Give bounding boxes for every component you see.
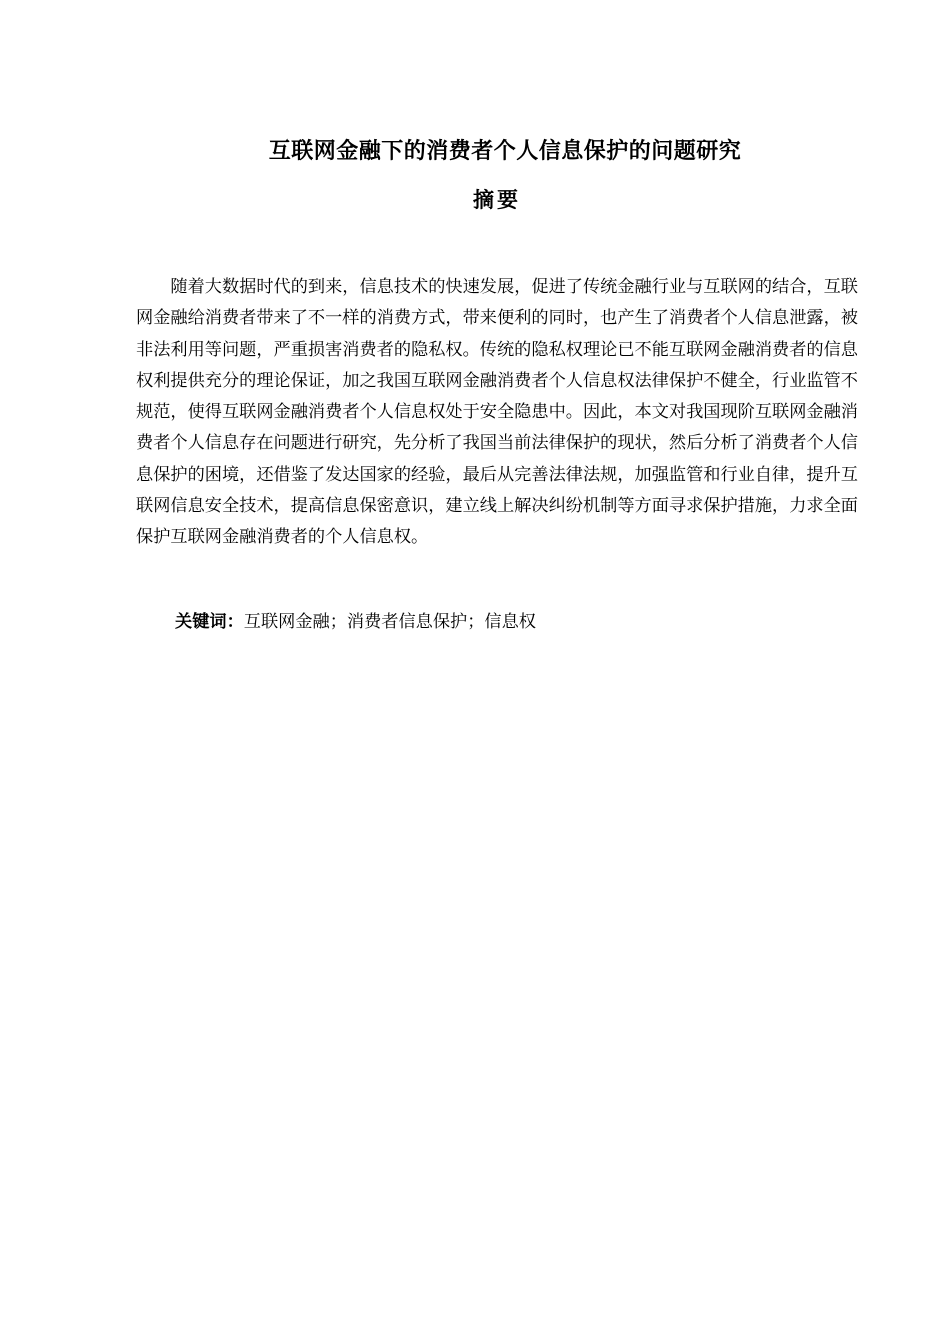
- keywords-line: [175, 607, 855, 637]
- abstract-heading: 摘要: [473, 188, 521, 212]
- keywords-label: 关键词：: [175, 612, 244, 632]
- keywords-value: 互联网金融；消费者信息保护；信息权: [243, 612, 536, 632]
- abstract-paragraph: 随着大数据时代的到来，信息技术的快速发展，促进了传统金融行业与互联网的结合，互联网金融给消费者带来了不一样的消费方式，带来便利的同时，也产生了消费者个人信息泄露，被非法利用等问题，严重损害消费者的隐私权。传统的隐私权理论已不能互联网金融消费者的信息权利提供充分的理论保证，加之我国互联网金融消费者个人信息权法律保护不健全，行业监管不规范，使得互联网金融消费者个人信息权处于安全隐患中。因此，本文对我国现阶互联网金融消费者个人信息存在问题进行研究，先分析了我国当前法律保护的现状，然后分析了消费者个人信息保护的困境，还借鉴了发达国家的经验，最后从完善法律法规，加强监管和行业自律，提升互联网信息安全技术，提高信息保密意识，建立线上解决纠纷机制等方面寻求保护措施，力求全面保护互联网金融消费者的个人信息权。: [136, 277, 858, 548]
- document-title: 互联网金融下的消费者个人信息保护的问题研究: [268, 139, 742, 164]
